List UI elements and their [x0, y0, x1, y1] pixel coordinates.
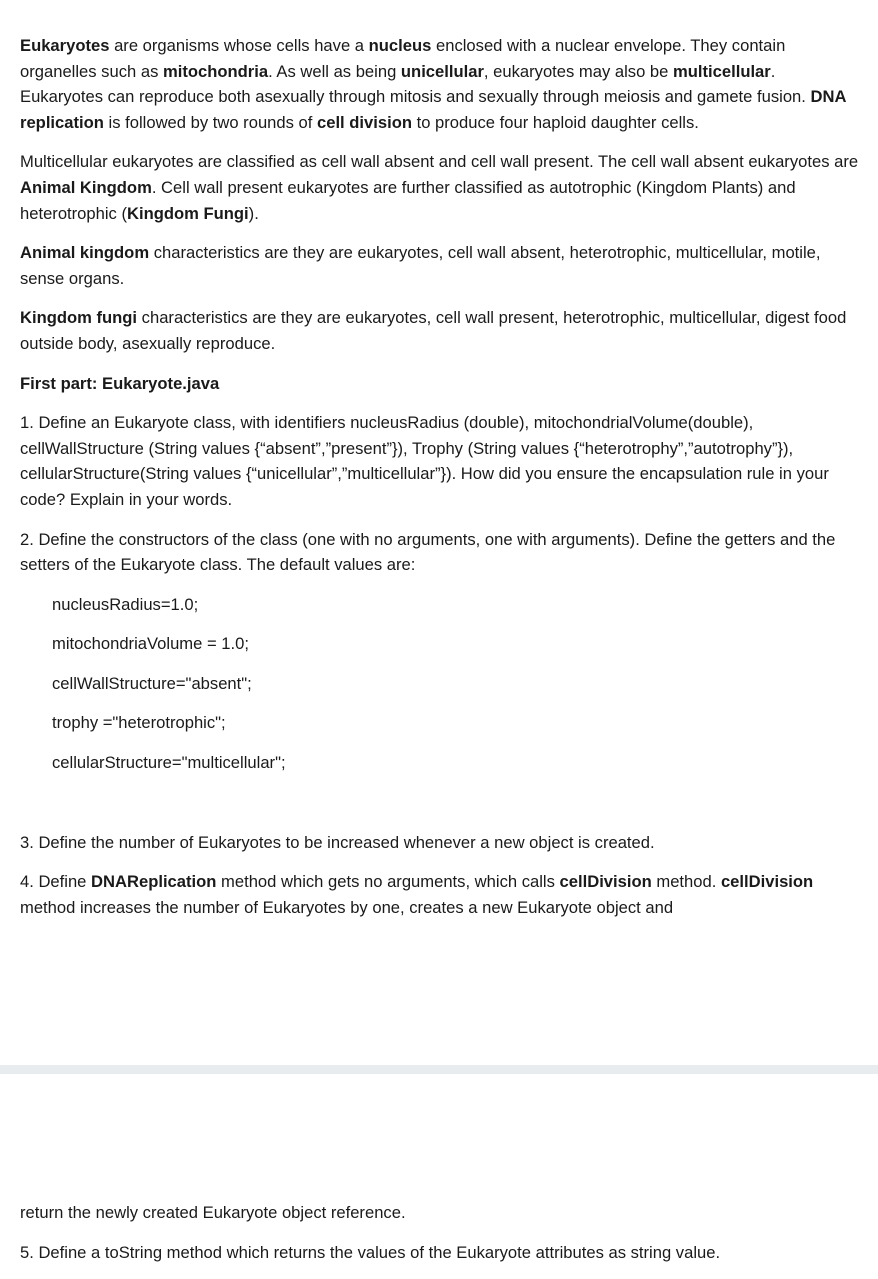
page-break-divider	[0, 1065, 878, 1074]
term-celldivision: cellDivision	[720, 872, 814, 892]
task-item-1: 1. Define an Eukaryote class, with identifiers nucleusRadius (double), mitochondrialVolume(double), cellWallStructure (String values {“absent”,”present”}), Trophy (String values {“heterotrophy”,”autotrophy”}), cellularStructure(String values {“unicellular”,”multicellular”}). How did you ensure the encapsulation rule in your code? Explain in your words.	[20, 413, 829, 509]
task-item-4-continued: return the newly created Eukaryote object reference.	[20, 1203, 406, 1222]
task-item-4	[20, 869, 860, 920]
text-span: , eukaryotes may also be	[483, 61, 673, 81]
classification-paragraph	[20, 149, 860, 226]
text-span: . Eukaryotes can reproduce both asexually through mitosis and sexually through meiosis and gamete fusion.	[20, 61, 811, 107]
text-span: Multicellular eukaryotes are classified as cell wall absent and cell wall present. The cell wall absent eukaryotes are	[20, 152, 859, 172]
text-span: method.	[651, 872, 721, 892]
default-value-line: mitochondriaVolume = 1.0;	[52, 634, 249, 654]
text-span: are organisms whose cells have a	[109, 36, 369, 55]
term-celldivision: cellDivision	[559, 872, 652, 892]
term-dnareplication: DNAReplication	[91, 872, 217, 892]
text-span: . Cell wall present eukaryotes are further classified as autotrophic (Kingdom Plants) and heterotrophic (	[20, 177, 796, 223]
term-kingdom-fungi: Kingdom fungi	[20, 308, 138, 328]
term-nucleus: nucleus	[368, 36, 432, 55]
term-eukaryotes: Eukaryotes	[20, 36, 110, 55]
text-span: characteristics are they are eukaryotes, cell wall absent, heterotrophic, multicellular, motile, sense organs.	[20, 243, 821, 288]
default-value-line: nucleusRadius=1.0;	[52, 594, 199, 614]
default-value-line: cellularStructure="multicellular";	[52, 753, 286, 773]
document-continuation	[20, 1200, 860, 1279]
element: First part: Eukaryote.java	[20, 373, 220, 393]
text-span: characteristics are they are eukaryotes, cell wall present, heterotrophic, multicellular, digest food outside body, asexually reproduce.	[20, 308, 847, 353]
term-mitochondria: mitochondria	[162, 61, 269, 81]
term-dna-replication: DNA replication	[20, 87, 846, 132]
term-animal-kingdom: Animal Kingdom	[20, 177, 152, 197]
fungi-paragraph	[20, 305, 860, 356]
text-span: method which gets no arguments, which calls	[216, 872, 560, 892]
text-span: to produce four haploid daughter cells.	[411, 112, 699, 132]
default-value-line: cellWallStructure="absent";	[52, 673, 252, 693]
term-animal-kingdom: Animal kingdom	[20, 243, 150, 263]
default-value-line: trophy ="heterotrophic";	[52, 713, 226, 733]
text-span: 4. Define	[20, 872, 92, 892]
term-kingdom-fungi: Kingdom Fungi	[127, 203, 249, 223]
task-item-3: 3. Define the number of Eukaryotes to be increased whenever a new object is created.	[20, 832, 655, 852]
term-unicellular: unicellular	[400, 61, 484, 81]
animal-paragraph	[20, 240, 860, 291]
document-body	[20, 33, 860, 934]
task-item-5: 5. Define a toString method which returns the values of the Eukaryote attributes as string value.	[20, 1242, 721, 1262]
text-span: . As well as being	[268, 61, 401, 81]
section-heading	[20, 371, 860, 397]
term-cell-division: cell division	[316, 112, 412, 132]
spacer	[20, 790, 860, 830]
text-span: is followed by two rounds of	[103, 112, 317, 132]
task-item-2: 2. Define the constructors of the class (one with no arguments, one with arguments). Define the getters and the setters of the Eukaryote class. The default values are:	[20, 529, 836, 575]
text-span: ).	[248, 203, 259, 223]
intro-paragraph	[20, 33, 860, 135]
term-multicellular: multicellular	[673, 61, 771, 81]
text-span: enclosed with a nuclear envelope. They contain organelles such as	[20, 36, 786, 81]
text-span: method increases the number of Eukaryotes by one, creates a new Eukaryote object and	[20, 897, 674, 917]
